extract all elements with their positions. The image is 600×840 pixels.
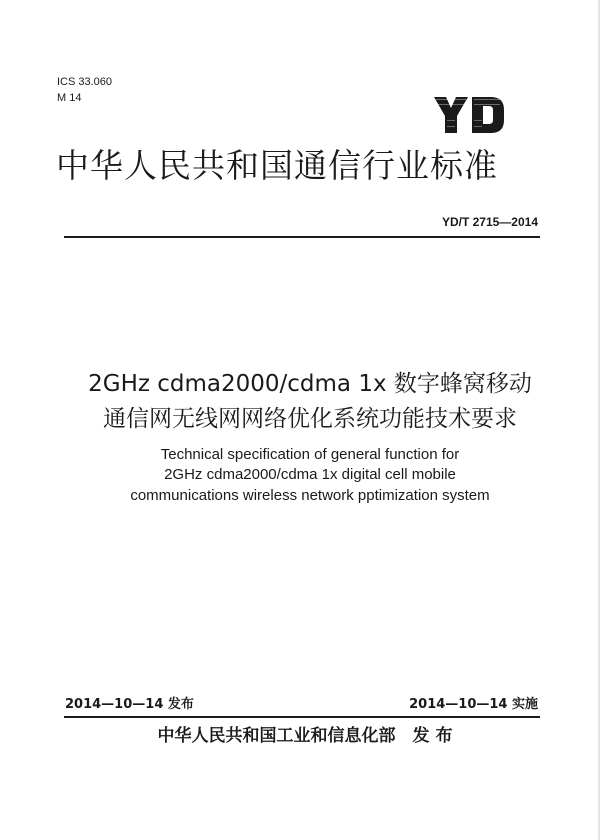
title-chinese-line-1: 2GHz cdma2000/cdma 1x 数字蜂窝移动: [88, 371, 532, 397]
title-chinese-line-2: 通信网无线网网络优化系统功能技术要求: [103, 406, 517, 432]
footer-divider: [64, 716, 540, 718]
title-english-line-1: Technical specification of general function for: [160, 446, 460, 463]
standard-number: YD/T 2715—2014: [441, 215, 538, 229]
yd-logo: [433, 96, 505, 134]
implementation-date: 2014—10—14 实施: [409, 697, 538, 712]
standard-category-title: 中华人民共和国通信行业标准: [56, 146, 498, 185]
header-divider: [64, 236, 540, 238]
release-date: 2014—10—14 发布: [65, 697, 194, 712]
classification-code: M 14: [57, 92, 82, 104]
ics-code: ICS 33.060: [57, 76, 113, 88]
title-english-line-2: 2GHz cdma2000/cdma 1x digital cell mobile: [164, 466, 456, 483]
title-english-line-3: communications wireless network pptimization system: [130, 487, 490, 504]
issuing-authority: 中华人民共和国工业和信息化部 发 布: [157, 726, 453, 746]
